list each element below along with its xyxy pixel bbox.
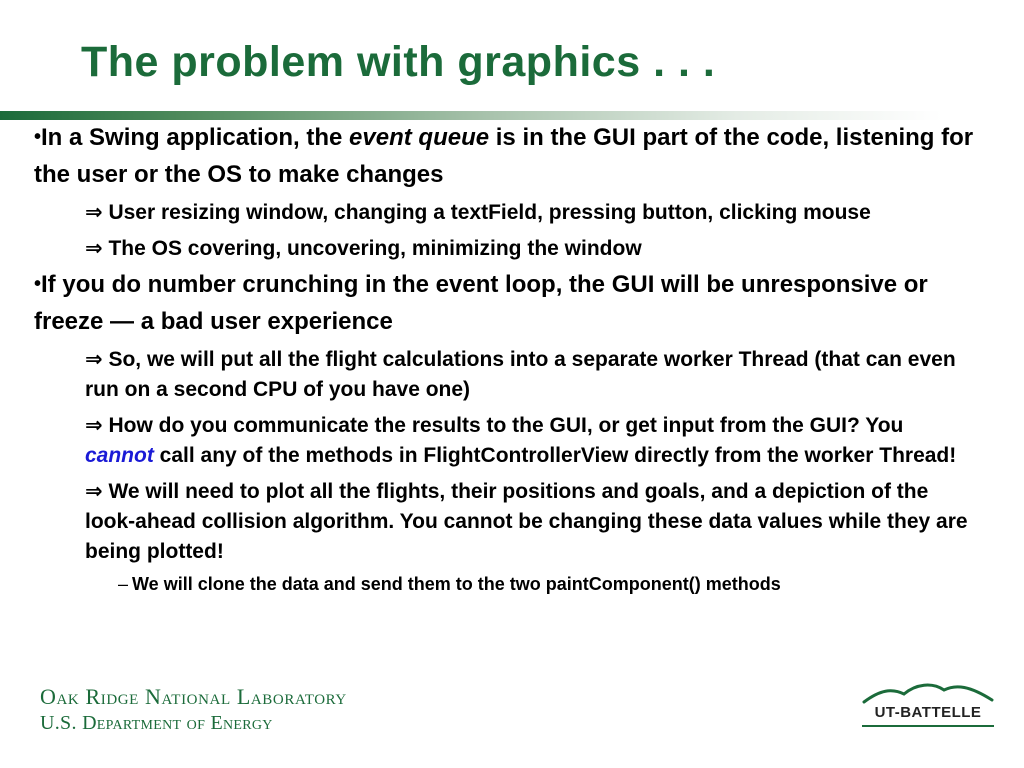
implies-arrow-icon: ⇒	[85, 413, 103, 437]
emphasis-cannot: cannot	[85, 444, 154, 467]
dash-marker: –	[118, 574, 129, 594]
slide-title: The problem with graphics . . .	[81, 38, 716, 86]
sub-sub-bullet-clone-data: – We will clone the data and send them to the two paintComponent() methods	[118, 574, 781, 594]
sub-bullet-plot-flights: ⇒ We will need to plot all the flights, their positions and goals, and a depiction of the look-ahead collision algorithm. You cannot be changing these data values while they are being plotted!	[85, 479, 968, 563]
implies-arrow-icon: ⇒	[85, 236, 103, 260]
title-divider	[0, 111, 1024, 120]
ut-battelle-logo	[858, 680, 998, 732]
emphasis-event-queue: event queue	[349, 124, 490, 151]
slide-body	[34, 120, 984, 597]
sub-bullet-communicate: ⇒ How do you communicate the results to the GUI, or get input from the GUI? You cannot call any of the methods in FlightControllerView directly from the worker Thread!	[85, 413, 957, 467]
logo-text: UT-BATTELLE	[874, 704, 982, 721]
sub-bullet-user-actions: ⇒ User resizing window, changing a textField, pressing button, clicking mouse	[85, 200, 871, 224]
bullet-marker: •	[34, 126, 42, 148]
bullet-event-queue: •In a Swing application, the event queue is in the GUI part of the code, listening for the user or the OS to make changes	[34, 124, 974, 188]
sub-bullet-worker-thread: ⇒ So, we will put all the flight calculations into a separate worker Thread (that can even run on a second CPU of you have one)	[85, 347, 956, 401]
bullet-number-crunching: •If you do number crunching in the event loop, the GUI will be unresponsive or freeze — a bad user experience	[34, 271, 928, 335]
implies-arrow-icon: ⇒	[85, 347, 103, 371]
footer-lab-name	[40, 684, 347, 736]
bullet-marker: •	[34, 273, 42, 295]
sub-bullet-os-actions: ⇒ The OS covering, uncovering, minimizing the window	[85, 236, 642, 260]
footer-line-lab: Oak Ridge National Laboratory	[40, 684, 347, 709]
implies-arrow-icon: ⇒	[85, 200, 103, 224]
footer-line-doe: U.S. Department of Energy	[40, 712, 273, 734]
implies-arrow-icon: ⇒	[85, 479, 103, 503]
